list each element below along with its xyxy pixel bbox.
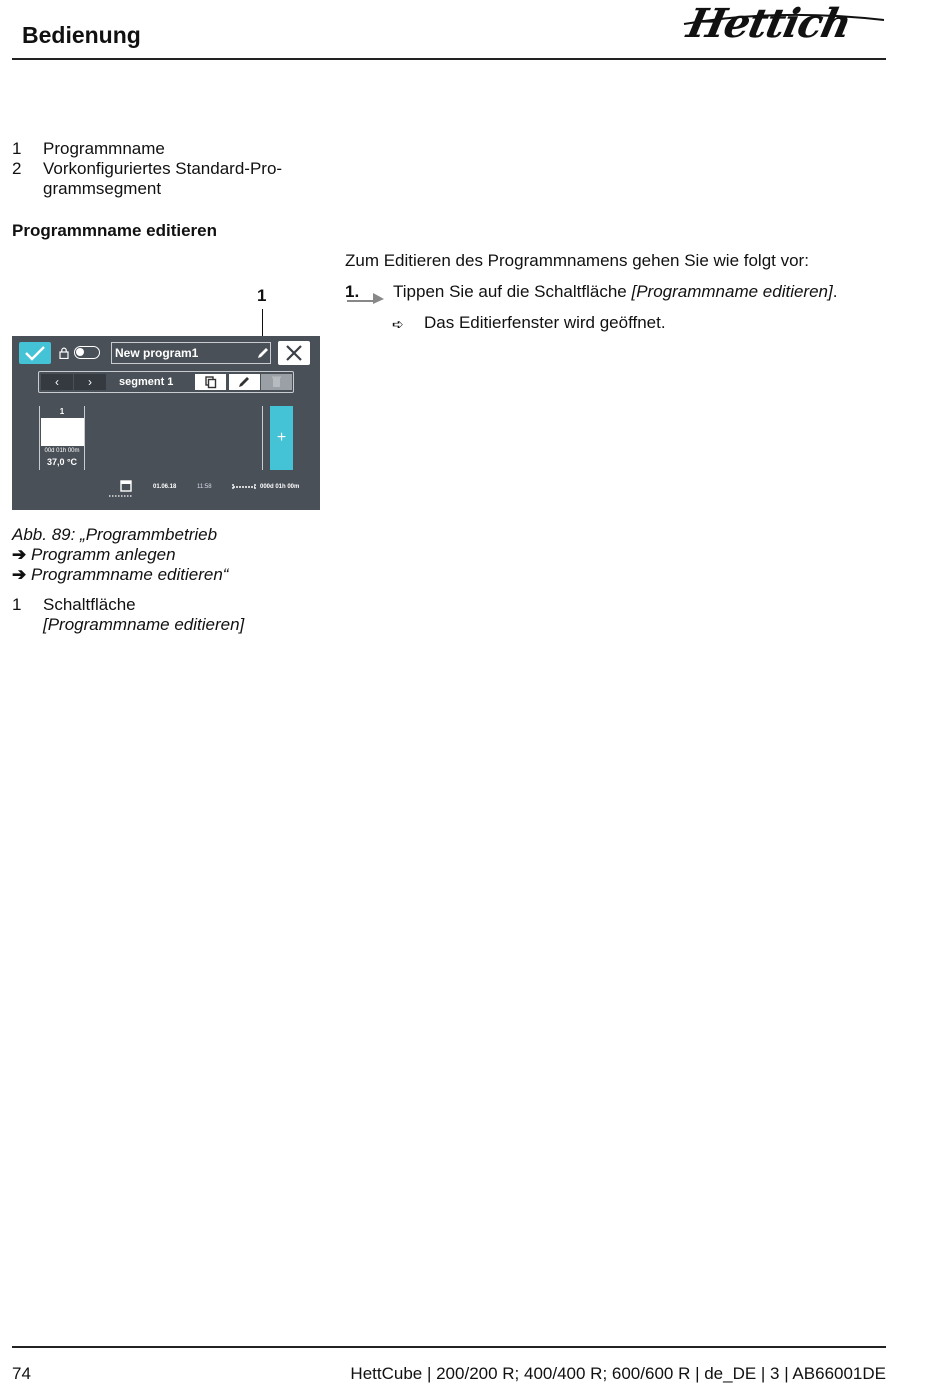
page-header-title: Bedienung [22,22,141,48]
legend-text-continued: [Programmname editieren] [43,615,245,634]
legend-text: Schaltfläche [43,595,136,614]
calendar-icon [108,479,134,499]
legend-number: 1 [12,595,22,614]
device-screen-figure [12,336,320,510]
edit-program-name-pencil-icon[interactable] [256,346,270,360]
lock-icon [59,347,69,359]
close-button[interactable] [278,341,310,365]
caption-text: Programmname editieren“ [30,565,229,584]
step-text-part: . [832,282,838,301]
segment-divider [262,406,263,470]
segment-label: segment 1 [119,376,174,388]
legend-bottom [12,595,332,635]
edit-segment-button[interactable] [229,374,260,390]
figure-caption [12,525,228,585]
result-text: Das Editierfenster wird geöffnet. [424,313,666,332]
legend-text: Vorkonfiguriertes Standard-Pro- [43,159,283,178]
logo-text: Hettich [683,0,855,47]
arrow-icon: ➔ [12,545,27,564]
page-number: 74 [12,1364,31,1383]
step-number: 1. [345,282,360,301]
caption-line: Abb. 89: „Programmbetrieb [12,525,218,544]
figure-callout-number: 1 [257,286,267,305]
legend-item [12,159,332,199]
legend-number: 2 [12,159,22,178]
copy-segment-button[interactable] [195,374,226,390]
legend-text-continued: grammsegment [43,179,162,198]
copy-icon [195,374,226,390]
add-segment-button[interactable]: + [270,406,293,470]
instruction-intro: Zum Editieren des Programmnamens gehen Sie wie folgt vor: [345,251,809,270]
next-segment-button[interactable]: › [74,374,106,390]
start-time: 11:58 [197,484,212,490]
segment-number: 1 [59,407,65,416]
caption-line [12,545,228,565]
hettich-logo [678,0,888,48]
footer-rule [12,1346,886,1348]
program-name-field[interactable]: New program1 [111,342,271,364]
section-heading: Programmname editieren [12,221,218,240]
legend-text: Programmname [43,139,165,158]
result-arrow-icon: ➪ [392,316,404,332]
segment-duration: 00d 01h 00m [44,448,80,454]
step-arrow-icon [347,290,385,304]
caption-line [12,565,228,585]
legend-number: 1 [12,139,22,158]
total-duration: 000d 01h 00m [260,484,300,490]
legend-item [12,595,332,635]
step-text [393,282,837,302]
caption-text: Programm anlegen [30,545,176,564]
program-segment-block[interactable] [39,406,85,470]
close-icon [278,341,310,365]
segment-toolbar [38,371,294,393]
trash-icon [261,374,292,390]
check-icon [19,342,51,364]
button-reference: [Programmname editieren] [631,282,833,301]
duration-icon [232,482,256,492]
legend-item [12,139,332,159]
legend-top [12,139,332,199]
segment-temperature: 37,0 °C [46,457,78,467]
segment-graph [41,418,84,446]
delete-segment-button[interactable] [261,374,292,390]
previous-segment-button[interactable]: ‹ [41,374,73,390]
start-date: 01.06.18 [153,484,177,490]
document-id: HettCube | 200/200 R; 400/400 R; 600/600 R | de_DE | 3 | AB66001DE [350,1364,886,1383]
step-text-part: Tippen Sie auf die Schaltfläche [393,282,632,301]
lock-toggle[interactable] [74,346,100,359]
arrow-icon: ➔ [12,565,27,584]
header-rule [12,58,886,60]
confirm-button[interactable] [19,342,51,364]
pencil-icon [229,374,260,390]
